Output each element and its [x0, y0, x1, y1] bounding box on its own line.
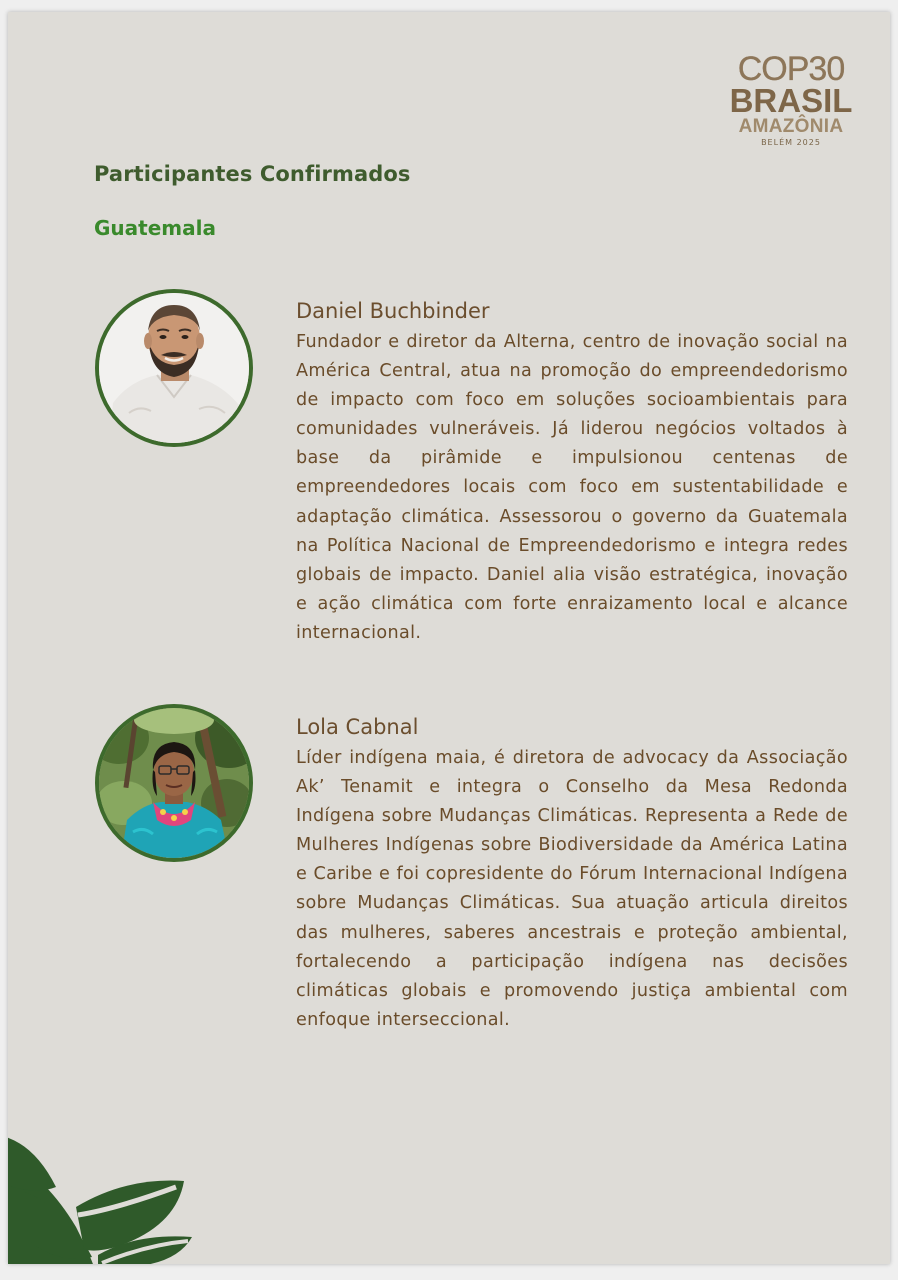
portrait-photo-woman: [99, 708, 249, 858]
logo-line-belem: BELÉM 2025: [761, 138, 821, 147]
participant-card-daniel: [296, 298, 848, 648]
cop30-logo: [724, 52, 858, 148]
participant-name: Daniel Buchbinder: [296, 299, 490, 323]
document-page: [8, 12, 890, 1264]
logo-line-cop30: COP30: [737, 50, 845, 88]
participant-name: Lola Cabnal: [296, 715, 419, 739]
participant-bio: Fundador e diretor da Alterna, centro de inovação social na América Central, atua na promoção do empreendedorismo de impacto com foco em soluções socioambientais para comunidades vulneráveis. Já liderou negócios voltados à base da pirâmide e impulsionou centenas de empreendedores locais com foco em sustentabilidade e adaptação climática. Assessorou o governo da Guatemala na Política Nacional de Empreendedorismo e integra redes globais de impacto. Daniel alia visão estratégica, inovação e ação climática com forte enraizamento local e alcance internacional.: [296, 332, 848, 643]
portrait-photo-man: [99, 293, 249, 443]
logo-line-amazonia: AMAZÔNIA: [738, 116, 844, 137]
country-heading: Guatemala: [94, 216, 216, 240]
leaf-decoration-icon: [8, 1137, 196, 1264]
page-title: Participantes Confirmados: [94, 162, 411, 186]
avatar-daniel-buchbinder: [95, 289, 253, 447]
participant-card-lola: [296, 714, 848, 1035]
logo-line-brasil: BRASIL: [729, 82, 853, 119]
avatar-lola-cabnal: [95, 704, 253, 862]
participant-bio: Líder indígena maia, é diretora de advocacy da Associação Ak’ Tenamit e integra o Conselho da Mesa Redonda Indígena sobre Mudanças Climáticas. Representa a Rede de Mulheres Indígenas sobre Biodiversidade da América Latina e Caribe e foi copresidente do Fórum Internacional Indígena sobre Mudanças Climáticas. Sua atuação articula direitos das mulheres, saberes ancestrais e proteção ambiental, fortalecendo a participação indígena nas decisões climáticas globais e promovendo justiça ambiental com enfoque interseccional.: [296, 748, 848, 1030]
